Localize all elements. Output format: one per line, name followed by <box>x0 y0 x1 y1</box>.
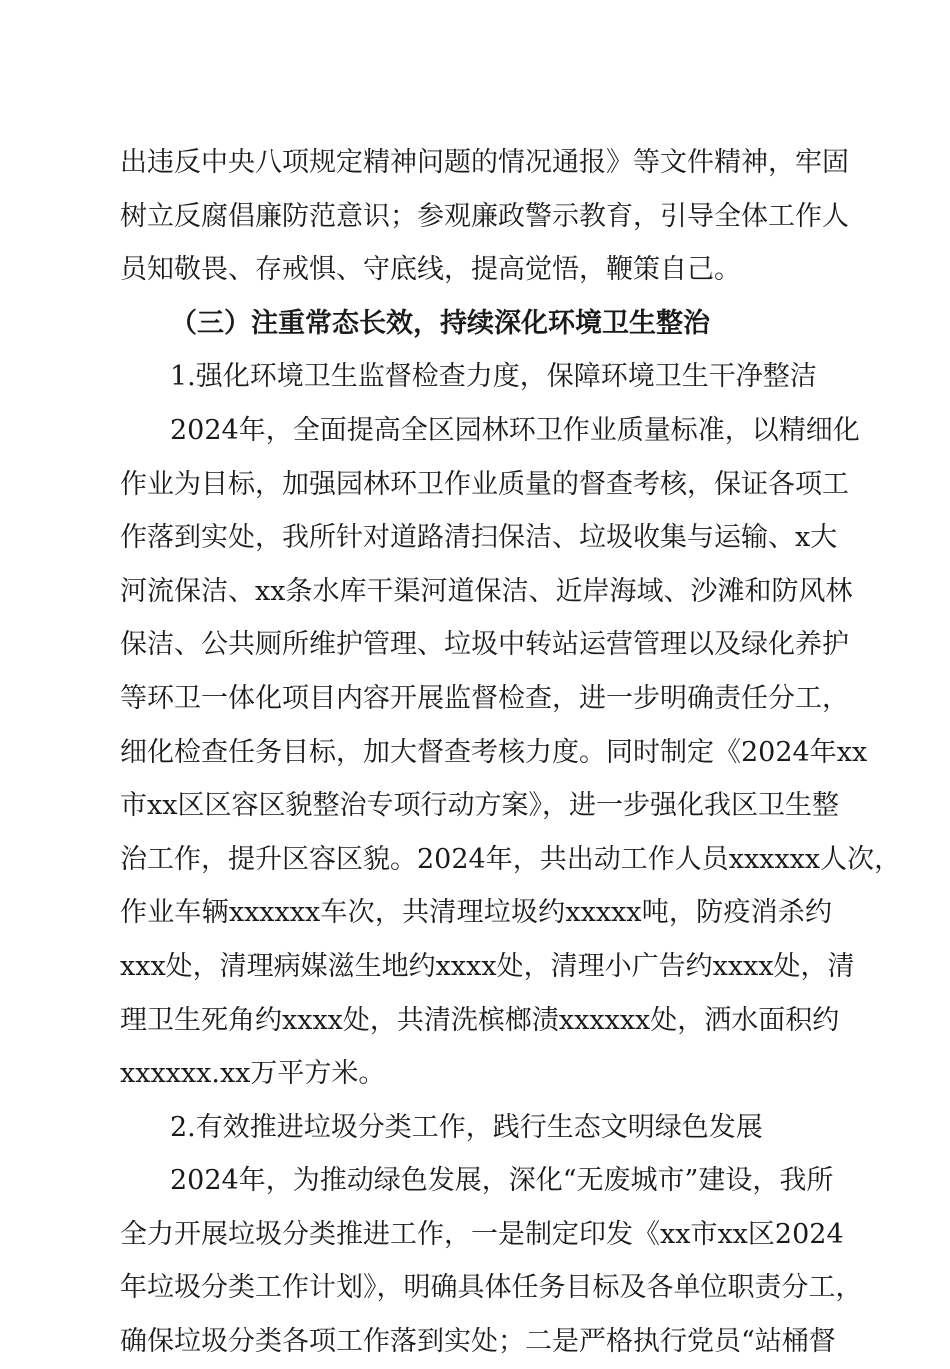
paragraph-line: 全力开展垃圾分类推进工作，一是制定印发《xx市xx区2024 <box>120 1218 844 1250</box>
paragraph-line: 作业为目标，加强园林环卫作业质量的督查考核，保证各项工 <box>120 468 849 500</box>
paragraph-line: 2024年，全面提高全区园林环卫作业质量标准，以精细化 <box>170 414 860 446</box>
subsection-heading: 2.有效推进垃圾分类工作，践行生态文明绿色发展 <box>170 1111 763 1143</box>
subsection-heading: 1.强化环境卫生监督检查力度，保障环境卫生干净整洁 <box>170 361 817 393</box>
paragraph-line: 理卫生死角约xxxx处，共清洗槟榔渍xxxxxx处，洒水面积约 <box>120 1004 840 1036</box>
paragraph-line: 年垃圾分类工作计划》，明确具体任务目标及各单位职责分工， <box>120 1272 863 1304</box>
paragraph-line: 作落到实处，我所针对道路清扫保洁、垃圾收集与运输、x大 <box>120 522 838 554</box>
paragraph-line: 确保垃圾分类各项工作落到实处；二是严格执行党员“站桶督 <box>120 1326 836 1358</box>
section-heading: （三）注重常态长效，持续深化环境卫生整治 <box>170 307 710 339</box>
paragraph-line: 2024年，为推动绿色发展，深化“无废城市”建设，我所 <box>170 1165 834 1197</box>
paragraph-line: 树立反腐倡廉防范意识；参观廉政警示教育，引导全体工作人 <box>120 200 849 232</box>
paragraph-line: xxxxxx.xx万平方米。 <box>120 1058 386 1090</box>
paragraph-line: 出违反中央八项规定精神问题的情况通报》等文件精神，牢固 <box>120 147 849 178</box>
paragraph-line: 治工作，提升区容区貌。2024年，共出动工作人员xxxxxx人次， <box>120 843 902 875</box>
paragraph-line: xxx处，清理病媒滋生地约xxxx处，清理小广告约xxxx处，清 <box>120 950 855 982</box>
document-body <box>120 136 902 1369</box>
paragraph-line: 市xx区区容区貌整治专项行动方案》，进一步强化我区卫生整 <box>120 790 839 822</box>
paragraph-line: 细化检查任务目标，加大督查考核力度。同时制定《2024年xx <box>120 736 868 768</box>
paragraph-line: 员知敬畏、存戒惧、守底线，提高觉悟，鞭策自己。 <box>120 254 741 286</box>
paragraph-line: 保洁、公共厕所维护管理、垃圾中转站运营管理以及绿化养护 <box>120 629 849 661</box>
paragraph-line: 作业车辆xxxxxx车次，共清理垃圾约xxxxx吨，防疫消杀约 <box>120 897 832 929</box>
paragraph-line: 河流保洁、xx条水库干渠河道保洁、近岸海域、沙滩和防风林 <box>120 575 853 607</box>
paragraph-line: 等环卫一体化项目内容开展监督检查，进一步明确责任分工， <box>120 682 849 714</box>
